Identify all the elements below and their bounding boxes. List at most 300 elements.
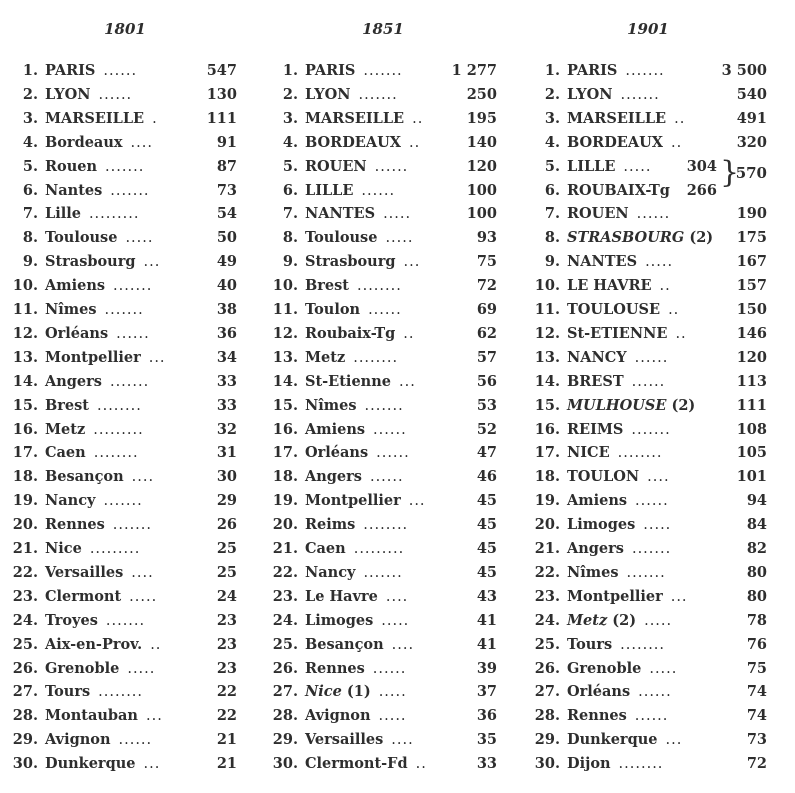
- rank-number: 9.: [22, 253, 38, 271]
- rank-number: 13.: [534, 348, 560, 366]
- city-name-cell: [305, 346, 398, 370]
- city-name-cell: [567, 322, 687, 346]
- city-name-cell: [305, 585, 408, 609]
- dot-leader: ....: [131, 564, 154, 581]
- population-value: 37: [476, 683, 497, 701]
- dot-leader: ..: [150, 636, 162, 653]
- city-name: ROUBAIX-Tg: [567, 181, 670, 199]
- dot-leader: .......: [363, 564, 403, 581]
- city-name: Amiens: [45, 277, 106, 295]
- table-row: [522, 609, 767, 633]
- group-total: 570: [735, 164, 767, 182]
- rank-number: 23.: [272, 587, 298, 605]
- city-name: Nancy: [305, 563, 356, 581]
- city-name: Troyes: [45, 611, 98, 629]
- table-row: [0, 370, 237, 394]
- dot-leader: .....: [644, 612, 673, 629]
- city-name: NANTES: [567, 253, 638, 271]
- city-name: Reims: [305, 516, 356, 534]
- population-value: 38: [216, 301, 237, 318]
- dot-leader: ......: [361, 182, 396, 199]
- population-value: 74: [746, 683, 767, 701]
- table-row: [0, 704, 237, 728]
- city-name: Rouen: [45, 157, 98, 175]
- table-row: [260, 394, 497, 418]
- city-name: Metz: [567, 611, 608, 629]
- population-value: 47: [476, 444, 497, 462]
- dot-leader: ......: [374, 158, 409, 175]
- city-name-cell: [45, 441, 139, 465]
- city-name-cell: [305, 418, 407, 442]
- city-name-cell: [567, 728, 682, 752]
- rank-number: 25.: [272, 635, 298, 653]
- city-name: Avignon: [305, 707, 371, 725]
- table-row: [260, 131, 497, 155]
- dot-leader: .........: [353, 541, 405, 557]
- population-value: 53: [476, 396, 497, 414]
- dot-leader: .....: [125, 230, 154, 247]
- city-name-cell: [45, 585, 157, 609]
- city-name: St-Etienne: [305, 372, 391, 390]
- city-name-cell: [45, 370, 149, 394]
- rank-number: 24.: [534, 611, 560, 629]
- city-name-cell: [305, 250, 420, 274]
- city-name-cell: [305, 537, 404, 561]
- population-value: 73: [746, 731, 767, 749]
- table-row: [522, 394, 767, 418]
- population-value: 190: [736, 205, 767, 223]
- rank-number: 29.: [12, 731, 38, 749]
- rank-number: 20.: [534, 516, 560, 534]
- dot-leader: ....: [391, 732, 414, 749]
- table-row: [522, 657, 767, 681]
- population-value: 30: [216, 468, 237, 486]
- rank-number: 19.: [534, 492, 560, 510]
- table-row: [522, 585, 767, 609]
- city-name-cell: [45, 226, 154, 250]
- table-row: [260, 179, 497, 203]
- dot-leader: ...: [143, 756, 161, 773]
- city-name: Caen: [305, 540, 346, 557]
- table-row: [0, 561, 237, 585]
- population-value: 43: [476, 587, 497, 605]
- city-name: Toulouse: [305, 229, 378, 247]
- rank-number: 16.: [272, 420, 298, 438]
- dot-leader: ......: [369, 469, 404, 486]
- city-name: Dijon: [567, 755, 611, 773]
- city-name-cell: [567, 250, 673, 274]
- rank-number: 23.: [12, 587, 38, 605]
- city-name: ROUEN: [305, 157, 367, 175]
- city-name-cell: [45, 274, 152, 298]
- population-value: 73: [216, 181, 237, 199]
- population-value: 46: [476, 468, 497, 486]
- city-name-cell: [45, 704, 163, 728]
- year-header: 1801: [104, 20, 146, 38]
- population-value: 33: [216, 372, 237, 390]
- population-value: 25: [216, 540, 237, 557]
- table-row: [0, 107, 237, 131]
- dot-leader: .....: [378, 708, 407, 725]
- population-value: 87: [216, 157, 237, 175]
- population-value: 108: [736, 420, 767, 438]
- city-name: MARSEILLE: [45, 109, 145, 127]
- city-name-cell: [567, 394, 695, 418]
- city-name-cell: [45, 131, 153, 155]
- table-row: [260, 537, 497, 561]
- city-name: Avignon: [45, 731, 111, 749]
- city-name: Amiens: [305, 420, 366, 438]
- city-name-cell: [45, 83, 132, 107]
- population-value: 22: [216, 683, 237, 701]
- city-name: Nantes: [45, 181, 103, 199]
- rank-number: 13.: [272, 348, 298, 366]
- city-name-cell: [567, 274, 671, 298]
- population-value: 45: [476, 540, 497, 557]
- table-row: [0, 465, 237, 489]
- city-name: MARSEILLE: [305, 109, 405, 127]
- table-row: [260, 202, 497, 226]
- population-value: 167: [736, 253, 767, 271]
- city-name: Nîmes: [45, 301, 97, 318]
- city-name-cell: [305, 728, 414, 752]
- table-row: [260, 346, 497, 370]
- population-value: 34: [216, 348, 237, 366]
- dot-leader: ..: [412, 110, 424, 127]
- population-value: 45: [476, 492, 497, 510]
- dot-leader: ......: [636, 206, 671, 223]
- population-value: 33: [216, 396, 237, 414]
- city-name: Versailles: [305, 731, 384, 749]
- rank-number: 12.: [534, 324, 560, 342]
- rank-number: 22.: [272, 563, 298, 581]
- population-value: 547: [206, 62, 237, 79]
- population-value: 45: [476, 563, 497, 581]
- year-header: 1851: [362, 20, 404, 38]
- city-name-cell: [305, 394, 404, 418]
- city-name-cell: [45, 394, 142, 418]
- dot-leader: ......: [103, 63, 138, 79]
- table-row: [522, 202, 767, 226]
- population-value: 69: [476, 301, 497, 318]
- city-name: Angers: [305, 468, 362, 486]
- population-value: 111: [206, 109, 237, 127]
- table-row: [522, 465, 767, 489]
- rank-number: 28.: [272, 707, 298, 725]
- city-name-cell: [305, 657, 406, 681]
- city-name: Strasbourg: [305, 253, 396, 271]
- dot-leader: ........: [618, 756, 664, 773]
- population-value: 39: [476, 659, 497, 677]
- dot-leader: ........: [620, 636, 666, 653]
- table-row: [522, 513, 767, 537]
- table-row: [260, 322, 497, 346]
- rank-number: 10.: [272, 277, 298, 295]
- table-row: [260, 680, 497, 704]
- population-value: 491: [736, 109, 767, 127]
- table-row: [522, 441, 767, 465]
- population-value: 72: [476, 277, 497, 295]
- dot-leader: .....: [649, 660, 678, 677]
- city-name: Nîmes: [305, 396, 357, 414]
- table-row: [522, 633, 767, 657]
- population-value: 75: [746, 659, 767, 677]
- city-name-cell: [567, 465, 670, 489]
- population-value: 21: [216, 731, 237, 749]
- population-value: 120: [736, 348, 767, 366]
- population-value: 78: [746, 611, 767, 629]
- dot-leader: .........: [89, 541, 141, 557]
- dot-leader: ........: [617, 445, 663, 462]
- population-value: 140: [466, 133, 497, 151]
- city-name: BREST: [567, 372, 624, 390]
- rank-number: 6.: [544, 181, 560, 199]
- dot-leader: ......: [635, 493, 669, 510]
- table-row: [0, 322, 237, 346]
- city-name-cell: [45, 752, 160, 776]
- city-name: Tours: [45, 683, 91, 701]
- rank-number: 11.: [272, 301, 298, 318]
- city-name: Orléans: [45, 324, 109, 342]
- rank-number: 7.: [282, 205, 298, 223]
- city-name-cell: [45, 418, 144, 442]
- table-row: [522, 298, 767, 322]
- city-name-cell: [567, 155, 651, 179]
- population-value: 111: [736, 396, 767, 414]
- table-row: [0, 250, 237, 274]
- city-name-cell: [305, 155, 408, 179]
- dot-leader: .......: [110, 182, 150, 199]
- population-value: 82: [746, 540, 767, 557]
- population-value: 25: [216, 563, 237, 581]
- city-name-cell: [45, 322, 150, 346]
- rank-number: 25.: [12, 635, 38, 653]
- city-name-cell: [45, 728, 152, 752]
- population-value: 1 277: [451, 62, 497, 79]
- rank-number: 24.: [272, 611, 298, 629]
- dot-leader: .......: [620, 86, 660, 103]
- city-name: Rennes: [567, 707, 627, 725]
- city-name: Grenoble: [567, 659, 642, 677]
- dot-leader: ......: [372, 660, 407, 677]
- rank-number: 2.: [22, 85, 38, 103]
- population-value: 23: [216, 635, 237, 653]
- rank-number: 1.: [282, 62, 298, 79]
- rank-number: 30.: [272, 755, 298, 773]
- city-name: NANTES: [305, 205, 376, 223]
- group-brace: }: [720, 155, 740, 190]
- city-name-cell: [567, 561, 666, 585]
- rank-number: 6.: [22, 181, 38, 199]
- city-name: ROUEN: [567, 205, 629, 223]
- city-name: Amiens: [567, 492, 628, 510]
- rank-number: 2.: [544, 85, 560, 103]
- dot-leader: ........: [93, 445, 139, 462]
- dot-leader: ..: [674, 110, 686, 127]
- city-name-cell: [45, 561, 154, 585]
- population-value: 130: [206, 85, 237, 103]
- column-1901: [522, 0, 767, 793]
- footnote-mark: (2): [612, 611, 637, 629]
- dot-leader: ......: [368, 302, 402, 318]
- table-row: [260, 465, 497, 489]
- city-name: LILLE: [305, 181, 354, 199]
- city-name-cell: [45, 250, 160, 274]
- population-value: 45: [476, 516, 497, 534]
- table-row: [522, 489, 767, 513]
- rank-number: 18.: [534, 468, 560, 486]
- dot-leader: .......: [112, 517, 153, 534]
- city-name-cell: [567, 657, 677, 681]
- city-name-cell: [305, 752, 427, 776]
- city-name: Nancy: [45, 492, 96, 510]
- population-value: 80: [746, 563, 767, 581]
- table-row: [0, 346, 237, 370]
- rank-number: 17.: [272, 444, 298, 462]
- city-name-cell: [45, 465, 154, 489]
- city-name: TOULOUSE: [567, 301, 661, 318]
- city-name: Tours: [567, 635, 613, 653]
- rank-number: 26.: [272, 659, 298, 677]
- city-name-cell: [45, 489, 143, 513]
- city-name-cell: [567, 441, 663, 465]
- dot-leader: ....: [130, 134, 153, 151]
- dot-leader: .....: [643, 517, 672, 534]
- rank-number: 26.: [534, 659, 560, 677]
- dot-leader: ........: [96, 397, 142, 414]
- dot-leader: ...: [143, 254, 161, 271]
- city-name: Clermont-Fd: [305, 755, 408, 773]
- dot-leader: .....: [383, 206, 412, 223]
- city-name: Roubaix-Tg: [305, 324, 396, 342]
- city-name-cell: [45, 657, 155, 681]
- city-name: Limoges: [305, 611, 374, 629]
- table-row: [522, 250, 767, 274]
- city-name: BORDEAUX: [567, 133, 663, 151]
- table-row: [0, 633, 237, 657]
- table-row: [0, 59, 237, 83]
- city-name-cell: [45, 59, 137, 83]
- city-name-cell: [305, 179, 395, 203]
- dot-leader: ......: [118, 732, 153, 749]
- population-value: 100: [466, 181, 497, 199]
- city-name-cell: [45, 107, 158, 131]
- footnote-mark: (2): [689, 229, 714, 247]
- rank-number: 20.: [12, 516, 38, 534]
- city-name: Angers: [567, 540, 624, 557]
- population-value: 101: [736, 468, 767, 486]
- rank-number: 7.: [22, 205, 38, 223]
- city-name-cell: [567, 202, 670, 226]
- table-row: [260, 83, 497, 107]
- population-value: 21: [216, 755, 237, 773]
- city-name: Montpellier: [567, 587, 663, 605]
- city-name: Strasbourg: [45, 253, 136, 271]
- city-name-cell: [567, 585, 688, 609]
- rank-number: 21.: [12, 540, 38, 557]
- dot-leader: ..: [675, 325, 687, 342]
- dot-leader: ..: [668, 302, 680, 318]
- table-row: [522, 680, 767, 704]
- dot-leader: .......: [631, 421, 671, 438]
- city-name: Orléans: [305, 444, 369, 462]
- dot-leader: ......: [638, 684, 672, 701]
- population-value: 75: [476, 253, 497, 271]
- city-name-cell: [305, 441, 410, 465]
- rank-number: 9.: [282, 253, 298, 271]
- city-name-cell: [567, 131, 682, 155]
- population-value: 26: [216, 516, 237, 534]
- rank-number: 19.: [12, 492, 38, 510]
- population-value: 35: [476, 731, 497, 749]
- city-name-cell: [305, 609, 409, 633]
- dot-leader: ......: [98, 86, 133, 103]
- column-1851: [260, 0, 497, 793]
- rank-number: 12.: [272, 324, 298, 342]
- city-name: Nice: [45, 540, 82, 557]
- city-name-cell: [305, 513, 408, 537]
- city-name-cell: [567, 370, 665, 394]
- rank-number: 11.: [12, 301, 38, 318]
- table-row: [0, 418, 237, 442]
- city-name: Angers: [45, 372, 102, 390]
- rank-number: 8.: [22, 229, 38, 247]
- footnote-mark: (2): [671, 396, 696, 414]
- population-value: 304: [686, 157, 717, 175]
- dot-leader: .......: [109, 373, 150, 390]
- rank-number: 5.: [22, 157, 38, 175]
- city-name-cell: [567, 704, 668, 728]
- table-row: [260, 752, 497, 776]
- rank-number: 29.: [534, 731, 560, 749]
- dot-leader: .....: [378, 684, 407, 701]
- city-name: STRASBOURG: [567, 229, 685, 247]
- dot-leader: .......: [113, 278, 153, 295]
- city-name: Lille: [45, 205, 81, 223]
- population-value: 33: [476, 755, 497, 773]
- city-name: NANCY: [567, 348, 627, 366]
- population-value: 72: [746, 755, 767, 773]
- rank-number: 5.: [544, 157, 560, 175]
- dot-leader: ...: [670, 588, 688, 605]
- dot-leader: ........: [98, 684, 144, 701]
- rank-number: 18.: [12, 468, 38, 486]
- table-row: [522, 155, 767, 179]
- dot-leader: ..: [670, 134, 683, 151]
- table-row: [260, 633, 497, 657]
- rank-number: 12.: [12, 324, 38, 342]
- city-name: Toulon: [305, 301, 361, 318]
- dot-leader: .......: [358, 86, 398, 103]
- dot-leader: ..: [403, 325, 415, 342]
- city-name-cell: [45, 298, 144, 322]
- year-header: 1901: [627, 20, 669, 38]
- population-value: 266: [686, 181, 717, 199]
- city-name-cell: [567, 226, 713, 250]
- table-row: [260, 489, 497, 513]
- city-name: Metz: [45, 420, 86, 438]
- city-name: Aix-en-Prov.: [45, 635, 143, 653]
- city-name-cell: [305, 59, 403, 83]
- dot-leader: ...: [145, 708, 163, 725]
- rank-number: 15.: [534, 396, 560, 414]
- rank-number: 14.: [534, 372, 560, 390]
- table-row: [522, 537, 767, 561]
- population-value: 113: [736, 372, 767, 390]
- table-row: [0, 298, 237, 322]
- table-row: [260, 513, 497, 537]
- table-row: [522, 704, 767, 728]
